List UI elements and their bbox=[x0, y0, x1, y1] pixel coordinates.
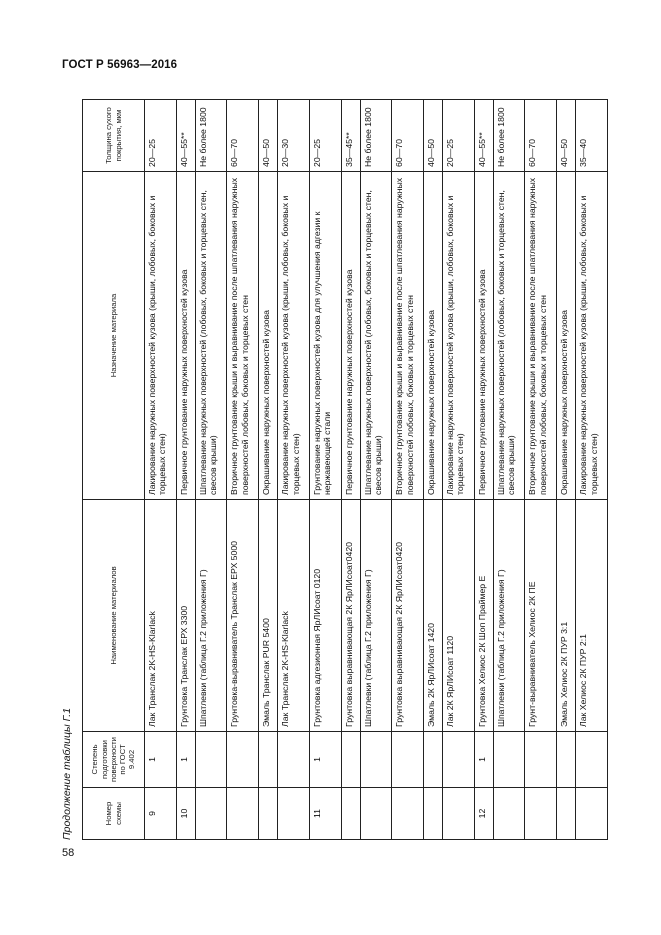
cell-material-name: Шпатлевки (таблица Г.2 приложения Г) bbox=[360, 500, 392, 732]
cell-material-purpose: Шпатлевание наружных поверхностей (лобовых, боковых и торцевых стен, свесов крыши) bbox=[493, 172, 525, 500]
cell-material-purpose: Вторичное грунтование крыши и выравнивание после шпатлевания наружных поверхностей лобовых, боковых и торцевых стен bbox=[227, 172, 259, 500]
header-material-purpose: Назначение материала bbox=[83, 172, 145, 500]
cell-material-name: Шпатлевки (таблица Г.2 приложения Г) bbox=[195, 500, 227, 732]
cell-coating-thickness: 20—25 bbox=[443, 100, 475, 172]
table-row bbox=[227, 100, 259, 840]
cell-coating-thickness: Не более 1800 bbox=[360, 100, 392, 172]
cell-material-purpose: Лакирование наружных поверхностей кузова (крыши, лобовых, боковых и торцевых стен) bbox=[443, 172, 475, 500]
cell-surface-preparation bbox=[227, 732, 259, 788]
cell-coating-thickness: 60—70 bbox=[392, 100, 424, 172]
cell-surface-preparation: 1 bbox=[145, 732, 177, 788]
cell-coating-thickness: 20—25 bbox=[145, 100, 177, 172]
page-number: 58 bbox=[62, 847, 75, 859]
table-row bbox=[195, 100, 227, 840]
cell-scheme-number: 9 bbox=[145, 788, 177, 840]
cell-material-purpose: Вторичное грунтование крыши и выравнивание после шпатлевания наружных поверхностей лобовых, боковых и торцевых стен bbox=[525, 172, 557, 500]
cell-material-purpose: Первичное грунтование наружных поверхностей кузова bbox=[474, 172, 493, 500]
cell-scheme-number bbox=[424, 788, 443, 840]
cell-scheme-number bbox=[392, 788, 424, 840]
cell-coating-thickness: 20—25 bbox=[309, 100, 341, 172]
table-row bbox=[360, 100, 392, 840]
table-row bbox=[443, 100, 475, 840]
table-row bbox=[525, 100, 557, 840]
cell-material-name: Эмаль Транслак PUR 5400 bbox=[259, 500, 278, 732]
cell-material-name: Грунтовка Хелиос 2К Шоп Праймер Е bbox=[474, 500, 493, 732]
cell-material-name: Эмаль 2К ЯрЛИсоат 1420 bbox=[424, 500, 443, 732]
cell-material-purpose: Окрашивание наружных поверхностей кузова bbox=[557, 172, 576, 500]
cell-surface-preparation bbox=[392, 732, 424, 788]
cell-surface-preparation bbox=[525, 732, 557, 788]
cell-material-purpose: Первичное грунтование наружных поверхностей кузова bbox=[176, 172, 195, 500]
cell-material-name: Грунтовка выравнивающая 2К ЯрЛИсоат0420 bbox=[392, 500, 424, 732]
cell-material-purpose: Лакирование наружных поверхностей кузова (крыши, лобовых, боковых и торцевых стен) bbox=[576, 172, 608, 500]
cell-coating-thickness: 20—30 bbox=[278, 100, 310, 172]
cell-surface-preparation: 1 bbox=[474, 732, 493, 788]
cell-coating-thickness: 40—50 bbox=[424, 100, 443, 172]
cell-surface-preparation bbox=[341, 732, 360, 788]
table-row bbox=[576, 100, 608, 840]
cell-scheme-number bbox=[227, 788, 259, 840]
table-row bbox=[424, 100, 443, 840]
cell-scheme-number: 10 bbox=[176, 788, 195, 840]
cell-material-purpose: Вторичное грунтование крыши и выравнивание после шпатлевания наружных поверхностей лобовых, боковых и торцевых стен bbox=[392, 172, 424, 500]
cell-material-name: Шпатлевки (таблица Г.2 приложения Г) bbox=[493, 500, 525, 732]
table-header-row bbox=[83, 100, 145, 840]
cell-material-purpose: Лакирование наружных поверхностей кузова (крыши, лобовых, боковых и торцевых стен) bbox=[278, 172, 310, 500]
cell-material-name: Эмаль Хелиос 2К ПУР 3:1 bbox=[557, 500, 576, 732]
cell-material-purpose: Грунтование наружных поверхностей кузова для улучшения адгезии к нержавеющей стали bbox=[309, 172, 341, 500]
cell-surface-preparation: 1 bbox=[309, 732, 341, 788]
cell-material-name: Грунт-выравниватель Хелиос 2К ПЕ bbox=[525, 500, 557, 732]
cell-surface-preparation bbox=[278, 732, 310, 788]
cell-scheme-number bbox=[278, 788, 310, 840]
cell-material-name: Грунтовка Транслак ЕРХ 3300 bbox=[176, 500, 195, 732]
table-row bbox=[278, 100, 310, 840]
cell-surface-preparation bbox=[195, 732, 227, 788]
cell-scheme-number bbox=[576, 788, 608, 840]
cell-coating-thickness: 35—45** bbox=[341, 100, 360, 172]
cell-material-name: Лак Транслак 2K-HS-Klarlack bbox=[278, 500, 310, 732]
cell-coating-thickness: 40—55** bbox=[474, 100, 493, 172]
cell-coating-thickness: 35—40 bbox=[576, 100, 608, 172]
cell-scheme-number bbox=[259, 788, 278, 840]
cell-material-purpose: Лакирование наружных поверхностей кузова (крыши, лобовых, боковых и торцевых стен) bbox=[145, 172, 177, 500]
cell-surface-preparation bbox=[259, 732, 278, 788]
cell-coating-thickness: 40—50 bbox=[259, 100, 278, 172]
table-row bbox=[341, 100, 360, 840]
cell-surface-preparation bbox=[424, 732, 443, 788]
cell-material-name: Лак Хелиос 2К ПУР 2:1 bbox=[576, 500, 608, 732]
cell-scheme-number: 11 bbox=[309, 788, 341, 840]
cell-scheme-number bbox=[443, 788, 475, 840]
cell-material-name: Грунтовка-выравниватель Транслак ЕРХ 5000 bbox=[227, 500, 259, 732]
cell-material-name: Грунтовка адгезионная ЯрЛИсоат 0120 bbox=[309, 500, 341, 732]
cell-surface-preparation bbox=[576, 732, 608, 788]
cell-coating-thickness: Не более 1800 bbox=[493, 100, 525, 172]
cell-material-name: Лак Транслак 2K-HS-Klarlack bbox=[145, 500, 177, 732]
cell-coating-thickness: 60—70 bbox=[227, 100, 259, 172]
table-row bbox=[557, 100, 576, 840]
cell-material-purpose: Окрашивание наружных поверхностей кузова bbox=[424, 172, 443, 500]
cell-coating-thickness: 60—70 bbox=[525, 100, 557, 172]
cell-material-name: Грунтовка выравнивающая 2К ЯрЛИсоат0420 bbox=[341, 500, 360, 732]
cell-scheme-number: 12 bbox=[474, 788, 493, 840]
cell-scheme-number bbox=[360, 788, 392, 840]
header-scheme-number: Номер схемы bbox=[83, 788, 145, 840]
cell-coating-thickness: 40—55** bbox=[176, 100, 195, 172]
cell-surface-preparation: 1 bbox=[176, 732, 195, 788]
cell-surface-preparation bbox=[557, 732, 576, 788]
cell-surface-preparation bbox=[360, 732, 392, 788]
header-surface-preparation: Степень подготовки поверхности по ГОСТ 9.402 bbox=[83, 732, 145, 788]
cell-material-purpose: Первичное грунтование наружных поверхностей кузова bbox=[341, 172, 360, 500]
cell-material-purpose: Окрашивание наружных поверхностей кузова bbox=[259, 172, 278, 500]
cell-material-name: Лак 2К ЯрЛИсоат 1120 bbox=[443, 500, 475, 732]
cell-coating-thickness: 40—50 bbox=[557, 100, 576, 172]
table-row bbox=[392, 100, 424, 840]
cell-scheme-number bbox=[195, 788, 227, 840]
cell-scheme-number bbox=[341, 788, 360, 840]
header-coating-thickness: Толщина сухого покрытия, мкм bbox=[83, 100, 145, 172]
cell-material-purpose: Шпатлевание наружных поверхностей (лобовых, боковых и торцевых стен, свесов крыши) bbox=[195, 172, 227, 500]
table-row bbox=[145, 100, 177, 840]
table-row bbox=[176, 100, 195, 840]
header-material-name: Наименование материалов bbox=[83, 500, 145, 732]
cell-surface-preparation bbox=[443, 732, 475, 788]
cell-surface-preparation bbox=[493, 732, 525, 788]
cell-scheme-number bbox=[557, 788, 576, 840]
table-row bbox=[259, 100, 278, 840]
table-body bbox=[145, 100, 608, 840]
table-row bbox=[493, 100, 525, 840]
cell-scheme-number bbox=[493, 788, 525, 840]
table-row bbox=[474, 100, 493, 840]
rotated-table-container bbox=[82, 100, 608, 840]
cell-scheme-number bbox=[525, 788, 557, 840]
materials-table bbox=[82, 99, 608, 840]
document-header: ГОСТ Р 56963—2016 bbox=[62, 59, 178, 71]
table-row bbox=[309, 100, 341, 840]
table-continuation-caption: Продолжение таблицы Г.1 bbox=[61, 707, 73, 840]
cell-material-purpose: Шпатлевание наружных поверхностей (лобовых, боковых и торцевых стен, свесов крыши) bbox=[360, 172, 392, 500]
cell-coating-thickness: Не более 1800 bbox=[195, 100, 227, 172]
